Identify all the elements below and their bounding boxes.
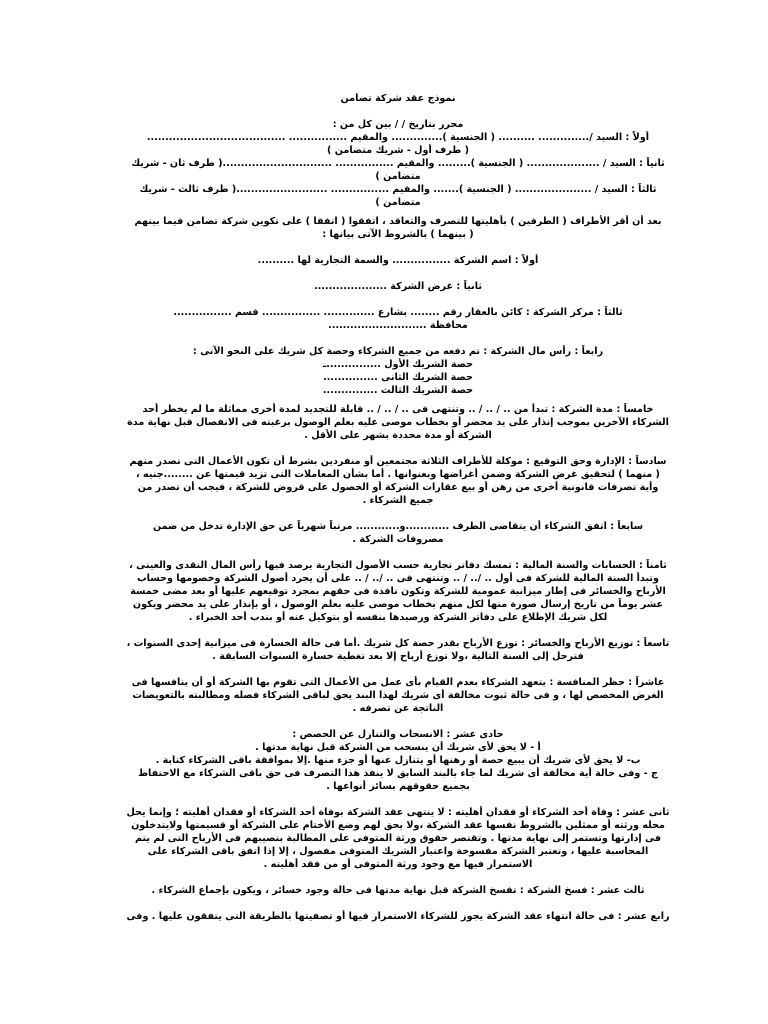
clause-accounts: وتبدأ السنة المالية للشركة فى أول .. /.. / .. وتنتهى فى .. /.. / .. على أن يجرد أصول الشركة وخصومها وحساب: [137, 573, 659, 584]
clause-capital: رابعاً : رأس مال الشركة : تم دفعه من جميع الشركاء وحصة كل شريك على النحو الآتى :: [192, 346, 604, 357]
clause-competition: الغرض المخصص لها ، و فى حالة ثبوت مخالفة أى شريك لهذا البند يحق لباقى الشركاء فصله ومطالبته بالتعويضات: [132, 690, 664, 701]
party-third-line: ثالثاً : السيد / ..................... ( الجنسية )....... والمقيم ................ .........................( طرف ثالث - شريك: [139, 184, 657, 195]
intro-line: محرر بتاريخ / / بين كل من :: [332, 119, 464, 130]
clause-withdrawal: أ - لا يحق لأى شريك أن ينسحب من الشركة قبل نهاية مدتها .: [255, 742, 541, 753]
clause-death: فى إدارتها وتستمر إلى نهاية مدتها . وتقتصر حقوق ورثة المتوفى على المطالبة بنصيبهم فى الأرباح التى لم يتم: [134, 833, 662, 844]
clause-death: المحاسبة عليها ، وتعتبر الشركة مفسوخة واعتبار الشريك المتوفى مفصول ، إلا إذا اتفق باقى الشركاء على: [147, 846, 649, 857]
clause-salary: مصروفات الشركة .: [352, 534, 444, 545]
capital-share: حصة الشريك الأول ...............ـ: [322, 359, 474, 370]
clause-withdrawal: بجميع حقوقهم بسائر أنواعها .: [326, 781, 470, 792]
capital-share: حصة الشريك الثالث ...............: [322, 385, 474, 396]
party-second-line: ثانياً : السيد / .................... ( الجنسية )......... والمقيم ................ ..............................( طرف ثان - شريك: [131, 158, 665, 169]
clause-management: وأية تصرفات قانونية أخرى من رهن أو بيع عقارات الشركة أو الحصول على قروض للشركة ، فيجب أن تصدر من: [137, 482, 659, 493]
clause-accounts: الأرباح والخسائر فى إطار ميزانية عمومية للشركة وتكون نافذة فى حقهم بمجرد توقيعهم عليها أو بعد مضى خمسة: [130, 586, 666, 597]
clause-purpose: ثانياً : غرض الشركة ....................: [314, 281, 482, 292]
clause-dissolution: ثالث عشر : فسخ الشركة : تفسخ الشركة قبل نهاية مدتها فى حالة وجود خسائر ، ويكون بإجماع الشركاء .: [151, 885, 645, 896]
preamble-line: ( بينهما ) بالشروط الآتى بيانها :: [322, 229, 474, 240]
preamble-line: بعد أن أقر الأطراف ( الطرفين ) بأهليتها للتصرف والتعاقد ، اتفقوا ( اتفقا ) على تكوين شركة تضامن فيما بينهم: [134, 216, 662, 227]
party-first-role: ( طرف أول - شريك متضامن ): [327, 145, 469, 156]
clause-withdrawal: حادى عشر : الانسحاب والتنازل عن الحصص :: [292, 729, 504, 740]
contract-document: [92, 92, 704, 923]
clause-death: الاستمرار فيها مع وجود ورثة المتوفى أو من فقد أهليته .: [263, 859, 533, 870]
clause-duration: خامساً : مدة الشركة : تبدأ من .. / .. / .. وتنتهى فى .. / .. / .. قابلة للتجديد لمدة أخرى مماثلة ما لم يخطر أحد: [142, 404, 654, 415]
party-first-line: أولاً : السيد /.............. .......... ( الجنسية ).............. والمقيم ................ ......................................: [146, 132, 650, 143]
clause-salary: سابعاً : اتفق الشركاء أن يتقاضى الطرف ............و............ مرتباً شهرياً عن حق الإدارة تدخل من ضمن: [152, 521, 644, 532]
clause-profits: تاسعاً : توزيع الأرباح والخسائر : توزع الأرباح بقدر حصة كل شريك .أما فى حالة الخسارة فى ميزانية إحدى السنوات ،: [126, 638, 670, 649]
clause-management: سادساً : الإدارة وحق التوقيع : موكلة للأطراف الثلاثة مجتمعين أو منفردين بشرط أن تكون الأعمال التى تصدر منهم: [129, 456, 667, 467]
clause-profits: فترحل إلى السنة التالية ،ولا توزع أرباح إلا بعد تغطية خسارة السنوات السابقة .: [212, 651, 584, 662]
clause-duration: الشركاء الآخرين بموجب إنذار على يد محضر أو بخطاب موصى عليه بعلم الوصول برغبته فى الانفصال قبل نهاية مدة: [127, 417, 669, 428]
clause-duration: الشركة أو مدة محددة بشهر على الأقل .: [304, 430, 492, 441]
clause-name: أولاً : اسم الشركة ................ والسمة التجارية لها ..........: [257, 255, 539, 266]
clause-competition: الناتجة عن تصرفه .: [352, 703, 444, 714]
clause-accounts: ثامناً : الحسابات والسنة المالية : تمسك دفاتر تجارية حسب الأصول التجارية يرصد فيها رأس المال النقدى والعينى ،: [129, 560, 667, 571]
clause-headquarters: محافظة ...........................: [328, 320, 468, 331]
clause-competition: عاشراً : حظر المنافسة : يتعهد الشركاء بعدم القيام بأى عمل من الأعمال التى تقوم بها الشركة أو أن ينافسها فى: [131, 677, 665, 688]
clause-termination: رابع عشر : فى حالة انتهاء عقد الشركة يجوز للشركاء الاستمرار فيها أو تصفيتها بالطريقة التى يتفقون عليها . وفى: [126, 911, 670, 922]
clause-withdrawal: ج - وفى حالة أية مخالفة أى شريك لما جاء بالبند السابق لا ينفذ هذا التصرف فى حق باقى الشركاء مع الاحتفاظ: [138, 768, 658, 779]
clause-management: جميع الشركاء .: [362, 495, 434, 506]
capital-share: حصة الشريك الثانى ...............: [323, 372, 473, 383]
party-third-role: متضامن ): [375, 197, 421, 208]
clause-death: ثانى عشر : وفاة أحد الشركاء أو فقدان أهليته : لا ينتهى عقد الشركة بوفاة أحد الشركاء أو فقدان أهليته ؛ وإنما يحل: [126, 807, 670, 818]
clause-accounts: عشر يوماً من تاريخ إرسال صورة منها لكل منهم بخطاب موصى عليه بعلم الوصول ، أو بإنذار على يد محضر ويكون: [132, 599, 664, 610]
document-title: نموذج عقد شركة تضامن: [340, 93, 456, 104]
party-second-role: متضامن ): [375, 171, 421, 182]
clause-management: ( منهما ) لتحقيق غرض الشركة وضمن أغراضها وبعنوانها . أما بشأن المعاملات التى تزيد قيمتها عن ........جنيه ،: [136, 469, 660, 480]
clause-headquarters: ثالثاً : مركز الشركة : كائن بالعقار رقم ........ بشارع .............. ................ قسم ................: [173, 307, 623, 318]
clause-accounts: لكل شريك الإطلاع على دفاتر الشركة ورصيدها بنفسه أو بتوكيل عنه أو بندب أحد الخبراء .: [188, 612, 608, 623]
clause-withdrawal: ب- لا يحق لأى شريك أن يبيع حصة أو رهنها أو يتنازل عنها أو جزء منها .إلا بموافقة باقى الشركاء كتابة .: [155, 755, 641, 766]
clause-death: محله ورثته أو ممثلين بالشروط نفسها عقد الشركة ،ولا يحق لهم وضع الأختام على الشركة أو قسيمتها ولايتدخلون: [131, 820, 665, 831]
